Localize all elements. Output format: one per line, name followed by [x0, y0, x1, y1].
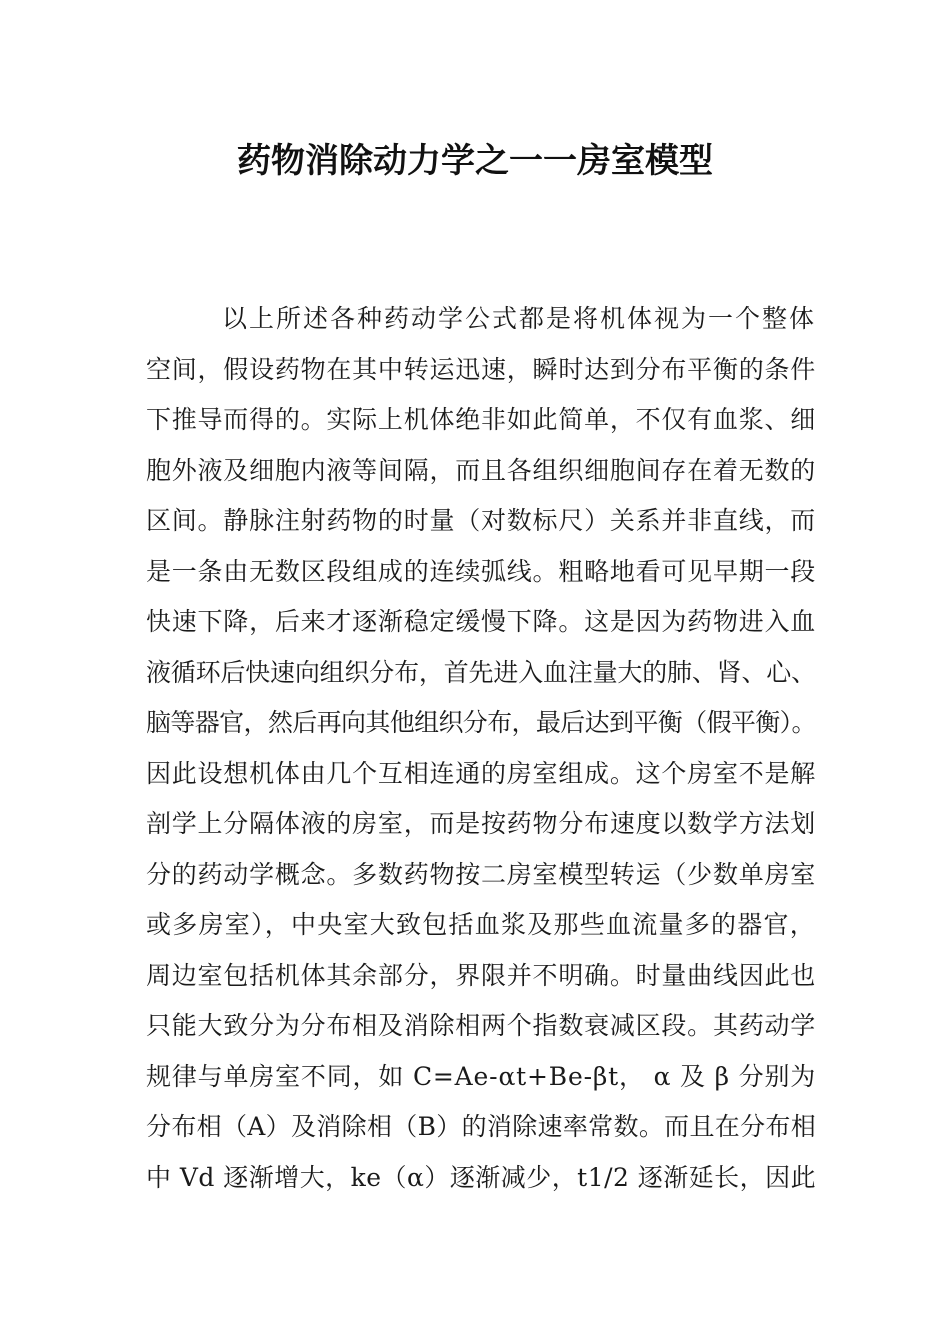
text-line: 规律与单房室不同，如 C=Ae-αt+Be-βt， α 及 β 分别为 [146, 1061, 817, 1091]
text-line: 脑等器官，然后再向其他组织分布，最后达到平衡（假平衡）。 [146, 708, 816, 737]
text-line: 空间，假设药物在其中转运迅速，瞬时达到分布平衡的条件 [146, 354, 817, 384]
text-line: 快速下降，后来才逐渐稳定缓慢下降。这是因为药物进入血 [146, 607, 817, 636]
text-line: 以上所述各种药动学公式都是将机体视为一个整体 [222, 304, 817, 333]
text-line: 胞外液及细胞内液等间隔，而且各组织细胞间存在着无数的 [146, 455, 817, 485]
text-line: 因此设想机体由几个互相连通的房室组成。这个房室不是解 [146, 758, 817, 788]
body-paragraph [146, 294, 816, 1203]
document-title: 药物消除动力学之一一房室模型 [237, 141, 713, 181]
text-line: 或多房室），中央室大致包括血浆及那些血流量多的器官， [146, 910, 817, 939]
text-line: 中 Vd 逐渐增大，ke（α）逐渐减少，t1/2 逐渐延长，因此 [146, 1162, 817, 1192]
text-line: 区间。静脉注射药物的时量（对数标尺）关系并非直线，而 [146, 506, 817, 535]
text-line: 剖学上分隔体液的房室，而是按药物分布速度以数学方法划 [146, 809, 817, 838]
text-line: 分的药动学概念。多数药物按二房室模型转运（少数单房室 [146, 859, 817, 889]
text-line: 周边室包括机体其余部分，界限并不明确。时量曲线因此也 [146, 960, 817, 990]
text-line: 下推导而得的。实际上机体绝非如此简单，不仅有血浆、细 [146, 405, 817, 434]
text-line: 只能大致分为分布相及消除相两个指数衰减区段。其药动学 [146, 1011, 817, 1040]
text-line: 液循环后快速向组织分布，首先进入血注量大的肺、肾、心、 [146, 657, 816, 687]
text-line: 是一条由无数区段组成的连续弧线。粗略地看可见早期一段 [146, 556, 817, 586]
text-line: 分布相（A）及消除相（B）的消除速率常数。而且在分布相 [146, 1112, 817, 1141]
